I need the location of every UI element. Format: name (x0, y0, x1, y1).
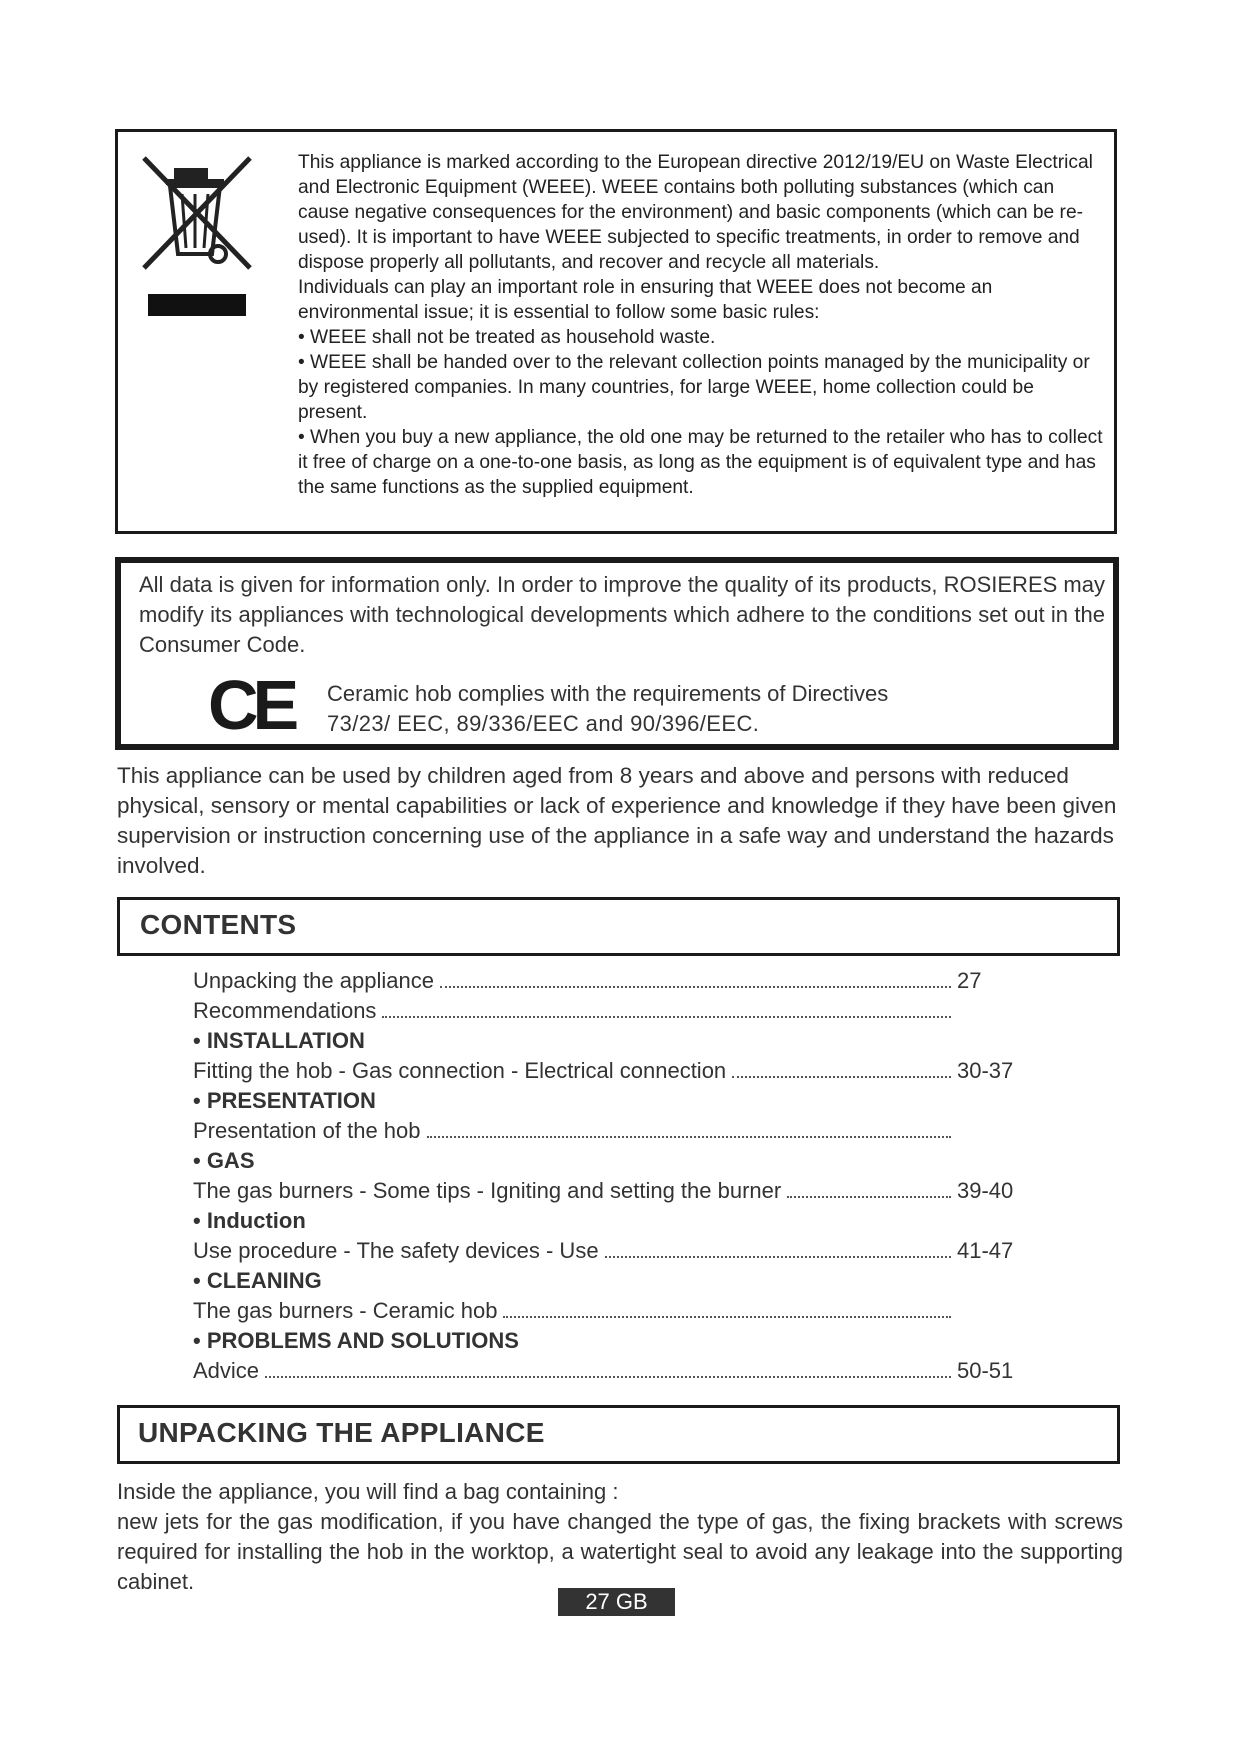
toc-leader-dots (787, 1196, 951, 1198)
toc-entry-label: Unpacking the appliance (193, 968, 434, 993)
toc-entry-page: 30-37 (957, 1058, 1014, 1083)
toc-leader-dots (605, 1256, 951, 1258)
weee-bullet: • WEEE shall not be treated as household waste. (298, 327, 716, 348)
toc-entry[interactable] (193, 968, 1023, 998)
toc-entry[interactable] (193, 1178, 1023, 1208)
ce-compliance-line: Ceramic hob complies with the requirements of Directives (327, 681, 889, 706)
toc-entry[interactable] (193, 1358, 1023, 1388)
unpacking-line: new jets for the gas modification, if you have changed the type of gas, the fixing brackets with screws required for installing the hob in the worktop, a watertight seal to avoid any leakage into the supporting cabinet. (117, 1509, 1123, 1594)
contents-title: CONTENTS (140, 909, 297, 940)
crossed-out-wheelie-bin-icon (138, 150, 258, 320)
toc-entry-label: Presentation of the hob (193, 1118, 421, 1143)
toc-leader-dots (265, 1376, 951, 1378)
toc-entry[interactable] (193, 1118, 1023, 1148)
weee-bullet: • WEEE shall be handed over to the relevant collection points managed by the municipality or by registered companies. In many countries, for large WEEE, home collection could be present. (298, 352, 1090, 423)
toc-entry-label: Fitting the hob - Gas connection - Electrical connection (193, 1058, 727, 1083)
unpacking-title: UNPACKING THE APPLIANCE (138, 1417, 545, 1448)
weee-paragraph: Individuals can play an important role in ensuring that WEEE does not become an environmental issue; it is essential to follow some basic rules: (298, 277, 993, 323)
toc-section-heading: • PRESENTATION (193, 1088, 376, 1113)
toc-entry-label: The gas burners - Ceramic hob (193, 1298, 498, 1323)
children-safety-text: This appliance can be used by children aged from 8 years and above and persons with reduced physical, sensory or mental capabilities or lack of experience and knowledge if they have been given supervision or instruction concerning use of the appliance in a safe way and understand the hazards involved. (117, 763, 1117, 878)
toc-leader-dots (732, 1076, 951, 1078)
toc-entry-label: Advice (193, 1358, 260, 1383)
ce-compliance-text (327, 679, 1107, 739)
table-of-contents (193, 968, 1023, 1388)
weee-notice-text (298, 150, 1108, 500)
toc-entry-label: Recommendations (193, 998, 377, 1023)
unpacking-line: Inside the appliance, you will find a bag containing : (117, 1479, 619, 1504)
toc-section-heading: • PROBLEMS AND SOLUTIONS (193, 1328, 519, 1353)
weee-bullet: • When you buy a new appliance, the old one may be returned to the retailer who has to collect it free of charge on a one-to-one basis, as long as the equipment is of equivalent type and has the same functions as the supplied equipment. (298, 427, 1103, 498)
toc-section-heading: • GAS (193, 1148, 255, 1173)
toc-section-heading: • Induction (193, 1208, 306, 1233)
toc-section-heading: • INSTALLATION (193, 1028, 365, 1053)
toc-entry-page: 27 (957, 968, 982, 993)
toc-entry-page: 50-51 (957, 1358, 1014, 1383)
toc-section-heading: • CLEANING (193, 1268, 322, 1293)
toc-entry-label: Use procedure - The safety devices - Use (193, 1238, 599, 1263)
toc-entry[interactable] (193, 1298, 1023, 1328)
ce-compliance-line: 73/23/ EEC, 89/336/EEC and 90/396/EEC. (327, 711, 760, 736)
toc-leader-dots (382, 1016, 951, 1018)
page-number-badge: 27 GB (558, 1588, 675, 1616)
toc-entry[interactable] (193, 1058, 1023, 1088)
toc-leader-dots (427, 1136, 952, 1138)
toc-entry-page: 39-40 (957, 1178, 1014, 1203)
toc-entry-label: The gas burners - Some tips - Igniting and setting the burner (193, 1178, 782, 1203)
toc-leader-dots (503, 1316, 951, 1318)
ce-mark-icon: CE (208, 666, 294, 744)
weee-paragraph: This appliance is marked according to the European directive 2012/19/EU on Waste Electrical and Electronic Equipment (WEEE). WEEE contains both polluting substances (which can cause negative consequences for the environment) and basic components (which can be re-used). It is important to have WEEE subjected to specific treatments, in order to remove and dispose properly all pollutants, and recover and recycle all materials. (298, 152, 1093, 273)
unpacking-text (117, 1477, 1123, 1597)
toc-leader-dots (440, 986, 951, 988)
toc-entry[interactable] (193, 1238, 1023, 1268)
information-text: All data is given for information only. In order to improve the quality of its products, ROSIERES may modify its appliances with technological developments which adhere to the conditions set out in the Consumer Code. (139, 572, 1105, 657)
toc-entry[interactable] (193, 998, 1023, 1028)
toc-entry-page: 41-47 (957, 1238, 1014, 1263)
